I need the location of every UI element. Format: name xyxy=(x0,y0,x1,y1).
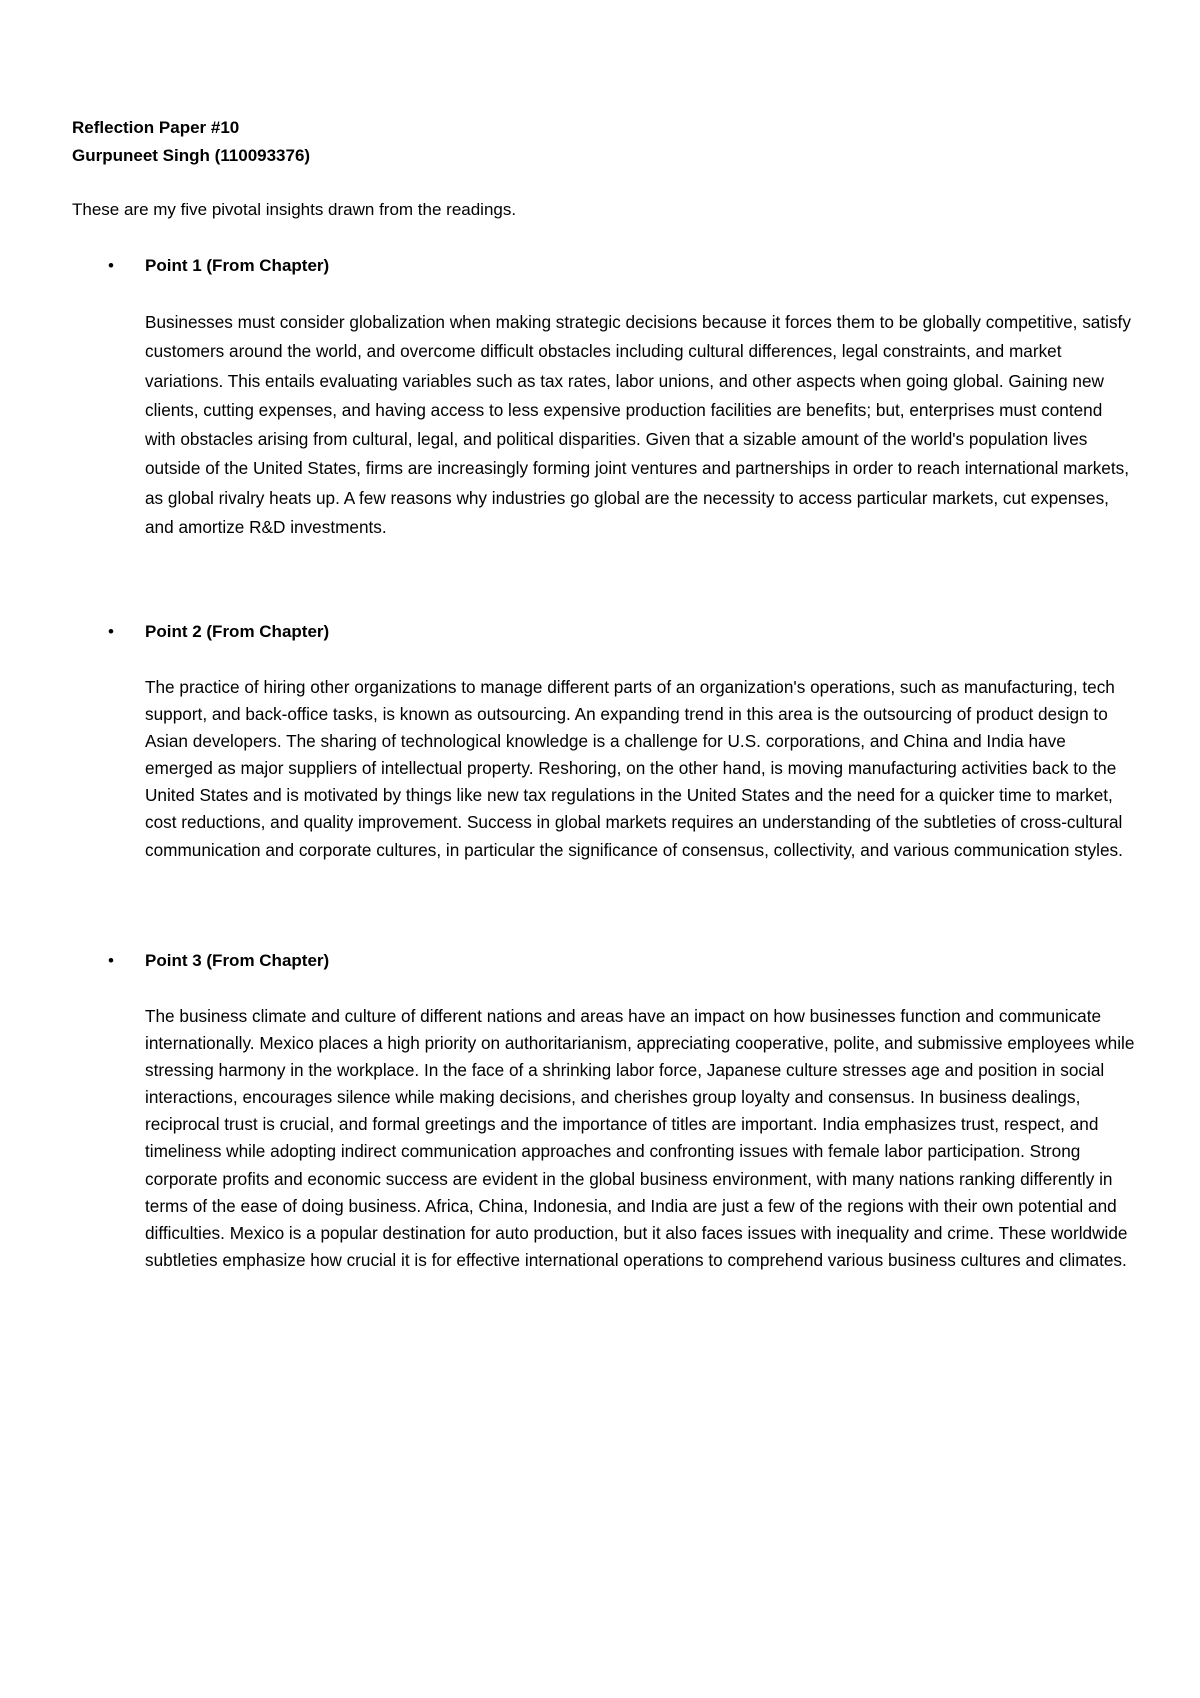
point-section-3 xyxy=(0,947,1200,1270)
point-section-2 xyxy=(0,618,1200,860)
point-body: The practice of hiring other organizations to manage different parts of an organization's operations, such as manufacturing, tech support, and back-office tasks, is known as outsourcing. An expanding trend in this area is the outsourcing of product design to Asian developers. The sharing of technological knowledge is a challenge for U.S. corporations, and China and India have emerged as major suppliers of intellectual property. Reshoring, on the other hand, is moving manufacturing activities back to the United States and is motivated by things like new tax regulations in the United States and the need for a quicker time to market, cost reductions, and quality improvement. Success in global markets requires an understanding of the subtleties of cross-cultural communication and corporate cultures, in particular the significance of consensus, collectivity, and various communication styles. xyxy=(145,677,1123,860)
point-heading-row xyxy=(0,947,1200,975)
bullet-icon: • xyxy=(108,622,114,641)
point-body: Businesses must consider globalization when making strategic decisions because it forces them to be globally competitive, satisfy customers around the world, and overcome difficult obstacles including cultural differences, legal constraints, and market variations. This entails evaluating variables such as tax rates, labor unions, and other aspects when going global. Gaining new clients, cutting expenses, and having access to less expensive production facilities are benefits; but, enterprises must contend with obstacles arising from cultural, legal, and political disparities. Given that a sizable amount of the world's population lives outside of the United States, firms are increasingly forming joint ventures and partnerships in order to reach international markets, as global rivalry heats up. A few reasons why industries go global are the necessity to access particular markets, cut expenses, and amortize R&D investments. xyxy=(145,312,1131,538)
intro-paragraph: These are my five pivotal insights drawn from the readings. xyxy=(72,200,517,219)
point-heading: Point 1 (From Chapter) xyxy=(145,256,330,275)
bullet-icon: • xyxy=(108,256,114,275)
point-heading-row xyxy=(0,618,1200,646)
document-title: Reflection Paper #10 xyxy=(72,118,240,137)
point-body: The business climate and culture of different nations and areas have an impact on how businesses function and communicate internationally. Mexico places a high priority on authoritarianism, appreciating cooperative, polite, and submissive employees while stressing harmony in the workplace. In the face of a shrinking labor force, Japanese culture stresses age and position in social interactions, encourages silence while making decisions, and cherishes group loyalty and consensus. In business dealings, reciprocal trust is crucial, and formal greetings and the importance of titles are important. India emphasizes trust, respect, and timeliness while adopting indirect communication approaches and confronting issues with female labor participation. Strong corporate profits and economic success are evident in the global business environment, with many nations ranking differently in terms of the ease of doing business. Africa, China, Indonesia, and India are just a few of the regions with their own potential and difficulties. Mexico is a popular destination for auto production, but it also faces issues with inequality and crime. These worldwide subtleties emphasize how crucial it is for effective international operations to comprehend various business cultures and climates. xyxy=(145,1006,1135,1270)
author-line: Gurpuneet Singh (110093376) xyxy=(72,146,311,165)
point-heading: Point 3 (From Chapter) xyxy=(145,951,330,970)
point-heading-row xyxy=(0,252,1200,280)
point-heading: Point 2 (From Chapter) xyxy=(145,622,330,641)
document-header xyxy=(72,114,1122,170)
point-section-1 xyxy=(0,252,1200,538)
bullet-icon: • xyxy=(108,951,114,970)
